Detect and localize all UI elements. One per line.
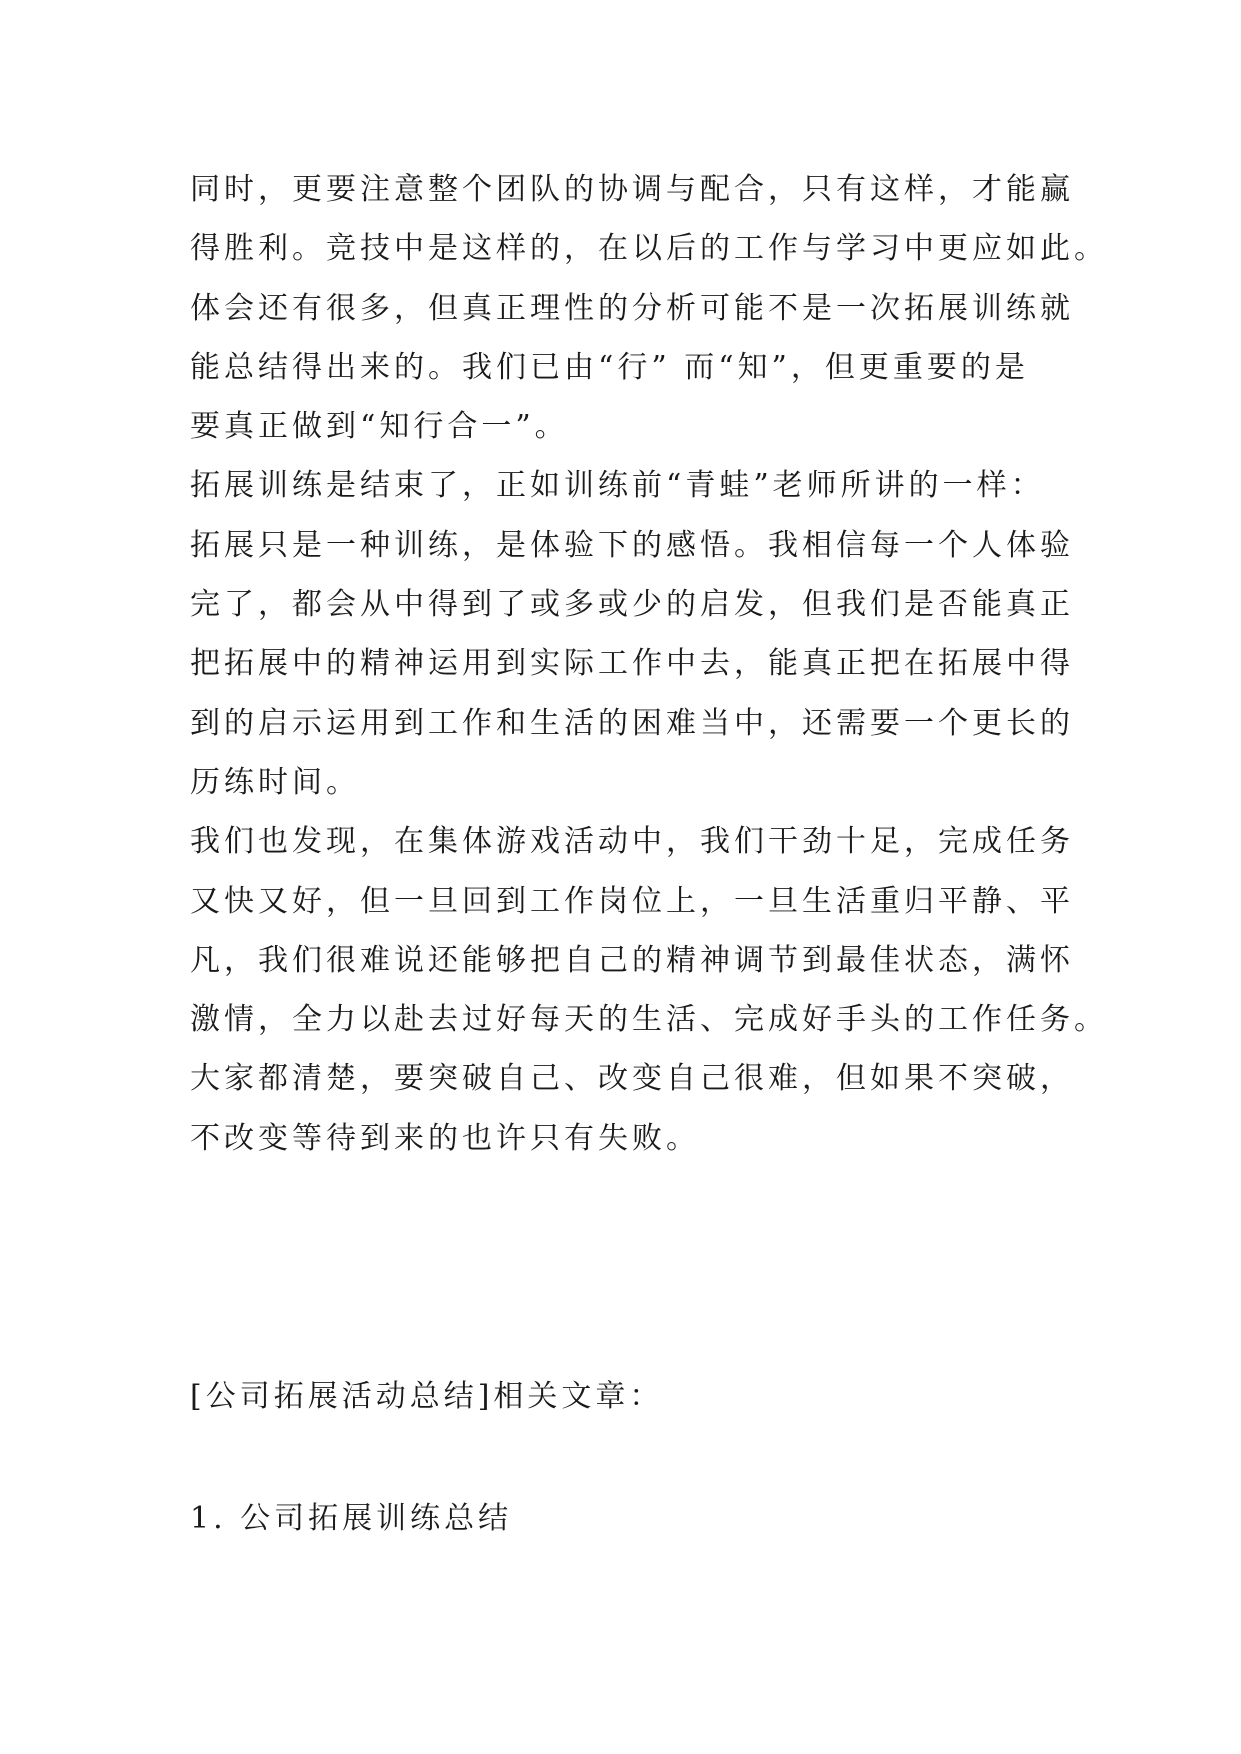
article-body: [190, 160, 1108, 1168]
body-line: 得胜利。竞技中是这样的，在以后的工作与学习中更应如此。: [190, 231, 1108, 267]
body-line: 历练时间。: [190, 764, 360, 800]
body-line: 又快又好，但一旦回到工作岗位上，一旦生活重归平静、平: [190, 883, 1074, 919]
body-line: 完了，都会从中得到了或多或少的启发，但我们是否能真正: [190, 587, 1074, 623]
body-line: 同时，更要注意整个团队的协调与配合，只有这样，才能赢: [190, 172, 1074, 207]
body-line: 大家都清楚，要突破自己、改变自己很难，但如果不突破，: [190, 1061, 1074, 1097]
body-line: 不改变等待到来的也许只有失败。: [190, 1120, 700, 1156]
related-article-link[interactable]: 1. 公司拓展训练总结: [190, 1501, 513, 1536]
body-line: 能总结得出来的。我们已由“行” 而“知”，但更重要的是: [190, 349, 1029, 385]
related-articles-heading: [公司拓展活动总结]相关文章：: [190, 1379, 664, 1414]
body-line: 激情，全力以赴去过好每天的生活、完成好手头的工作任务。: [190, 1002, 1108, 1038]
body-line: 体会还有很多，但真正理性的分析可能不是一次拓展训练就: [190, 290, 1074, 326]
body-line: 凡，我们很难说还能够把自己的精神调节到最佳状态，满怀: [190, 942, 1074, 978]
body-line: 到的启示运用到工作和生活的困难当中，还需要一个更长的: [190, 705, 1074, 741]
body-line: 拓展只是一种训练，是体验下的感悟。我相信每一个人体验: [190, 527, 1074, 563]
body-line: 要真正做到“知行合一”。: [190, 409, 569, 445]
body-line: 我们也发现，在集体游戏活动中，我们干劲十足，完成任务: [190, 824, 1074, 860]
body-line: 把拓展中的精神运用到实际工作中去，能真正把在拓展中得: [190, 646, 1074, 682]
body-line: 拓展训练是结束了，正如训练前“青蛙”老师所讲的一样：: [190, 468, 1045, 504]
